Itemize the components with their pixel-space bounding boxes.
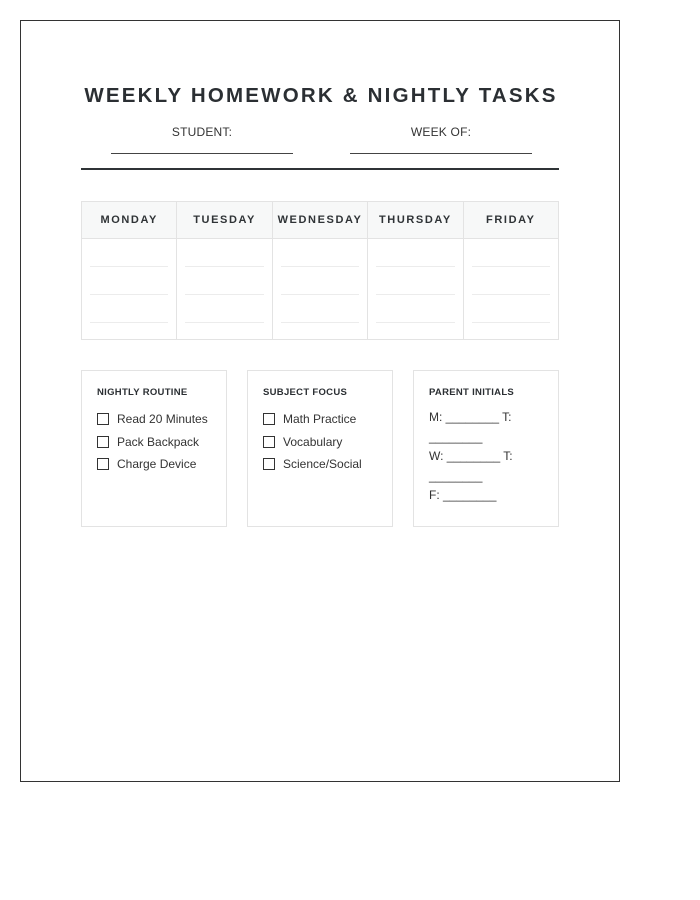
checklist-label: Vocabulary — [283, 434, 343, 449]
entry-line[interactable] — [90, 267, 168, 295]
entry-line[interactable] — [472, 295, 550, 323]
worksheet-page — [20, 20, 620, 782]
nightly-routine-card — [81, 370, 227, 527]
day-column-tuesday — [177, 202, 272, 339]
student-label: STUDENT: — [171, 125, 233, 139]
initials-line-friday[interactable]: F: ________ — [429, 488, 497, 502]
checklist-label: Read 20 Minutes — [117, 412, 208, 427]
day-column-wednesday — [273, 202, 368, 339]
day-entries[interactable] — [464, 239, 558, 339]
checklist-label: Charge Device — [117, 457, 197, 472]
day-header: THURSDAY — [368, 202, 462, 239]
entry-line[interactable] — [185, 239, 263, 267]
checkbox[interactable] — [97, 436, 109, 448]
day-entries[interactable] — [82, 239, 176, 339]
week-of-label: WEEK OF: — [410, 125, 472, 139]
card-title: PARENT INITIALS — [429, 387, 515, 398]
checklist-label: Science/Social — [283, 457, 362, 472]
initials-line-wednesday-thursday[interactable]: W: ________ T: — [429, 449, 513, 463]
parent-initials-card — [413, 370, 559, 527]
checklist-item[interactable] — [263, 431, 377, 454]
checklist-label: Pack Backpack — [117, 434, 200, 449]
checklist-item[interactable] — [97, 408, 211, 431]
week-of-field[interactable] — [350, 125, 532, 154]
subject-focus-card — [247, 370, 393, 527]
week-of-blank-line[interactable] — [350, 153, 532, 154]
entry-line[interactable] — [185, 267, 263, 295]
initials-line-monday-tuesday[interactable]: M: ________ T: — [429, 410, 512, 424]
checkbox[interactable] — [97, 413, 109, 425]
checkbox[interactable] — [97, 458, 109, 470]
entry-line[interactable] — [472, 239, 550, 267]
entry-line[interactable] — [281, 295, 359, 323]
student-field[interactable] — [111, 125, 293, 154]
day-header: MONDAY — [82, 202, 176, 239]
entry-line[interactable] — [281, 267, 359, 295]
card-title: SUBJECT FOCUS — [263, 387, 348, 398]
weekly-homework-grid — [81, 201, 559, 340]
entry-line[interactable] — [376, 295, 454, 323]
day-entries[interactable] — [177, 239, 271, 339]
day-entries[interactable] — [273, 239, 367, 339]
checklist-item[interactable] — [97, 453, 211, 476]
checklist-item[interactable] — [263, 408, 377, 431]
page-title: WEEKLY HOMEWORK & NIGHTLY TASKS — [84, 84, 558, 107]
entry-line[interactable] — [90, 295, 168, 323]
entry-line[interactable] — [376, 267, 454, 295]
initials-lines[interactable] — [429, 408, 543, 506]
initials-line-tuesday-blank[interactable]: ________ — [429, 429, 483, 444]
entry-line[interactable] — [281, 239, 359, 267]
checklist-item[interactable] — [97, 431, 211, 454]
entry-line[interactable] — [472, 267, 550, 295]
header-divider — [81, 168, 559, 170]
initials-line-thursday-blank[interactable]: ________ — [429, 468, 483, 483]
day-header: FRIDAY — [464, 202, 558, 239]
entry-line[interactable] — [90, 239, 168, 267]
day-entries[interactable] — [368, 239, 462, 339]
checkbox[interactable] — [263, 436, 275, 448]
day-header: WEDNESDAY — [273, 202, 367, 239]
day-column-monday — [82, 202, 177, 339]
checklist-label: Math Practice — [283, 412, 357, 427]
entry-line[interactable] — [376, 239, 454, 267]
card-title: NIGHTLY ROUTINE — [97, 387, 188, 398]
day-column-thursday — [368, 202, 463, 339]
day-column-friday — [464, 202, 558, 339]
checklist-item[interactable] — [263, 453, 377, 476]
checkbox[interactable] — [263, 458, 275, 470]
checkbox[interactable] — [263, 413, 275, 425]
day-header: TUESDAY — [177, 202, 271, 239]
entry-line[interactable] — [185, 295, 263, 323]
student-blank-line[interactable] — [111, 153, 293, 154]
